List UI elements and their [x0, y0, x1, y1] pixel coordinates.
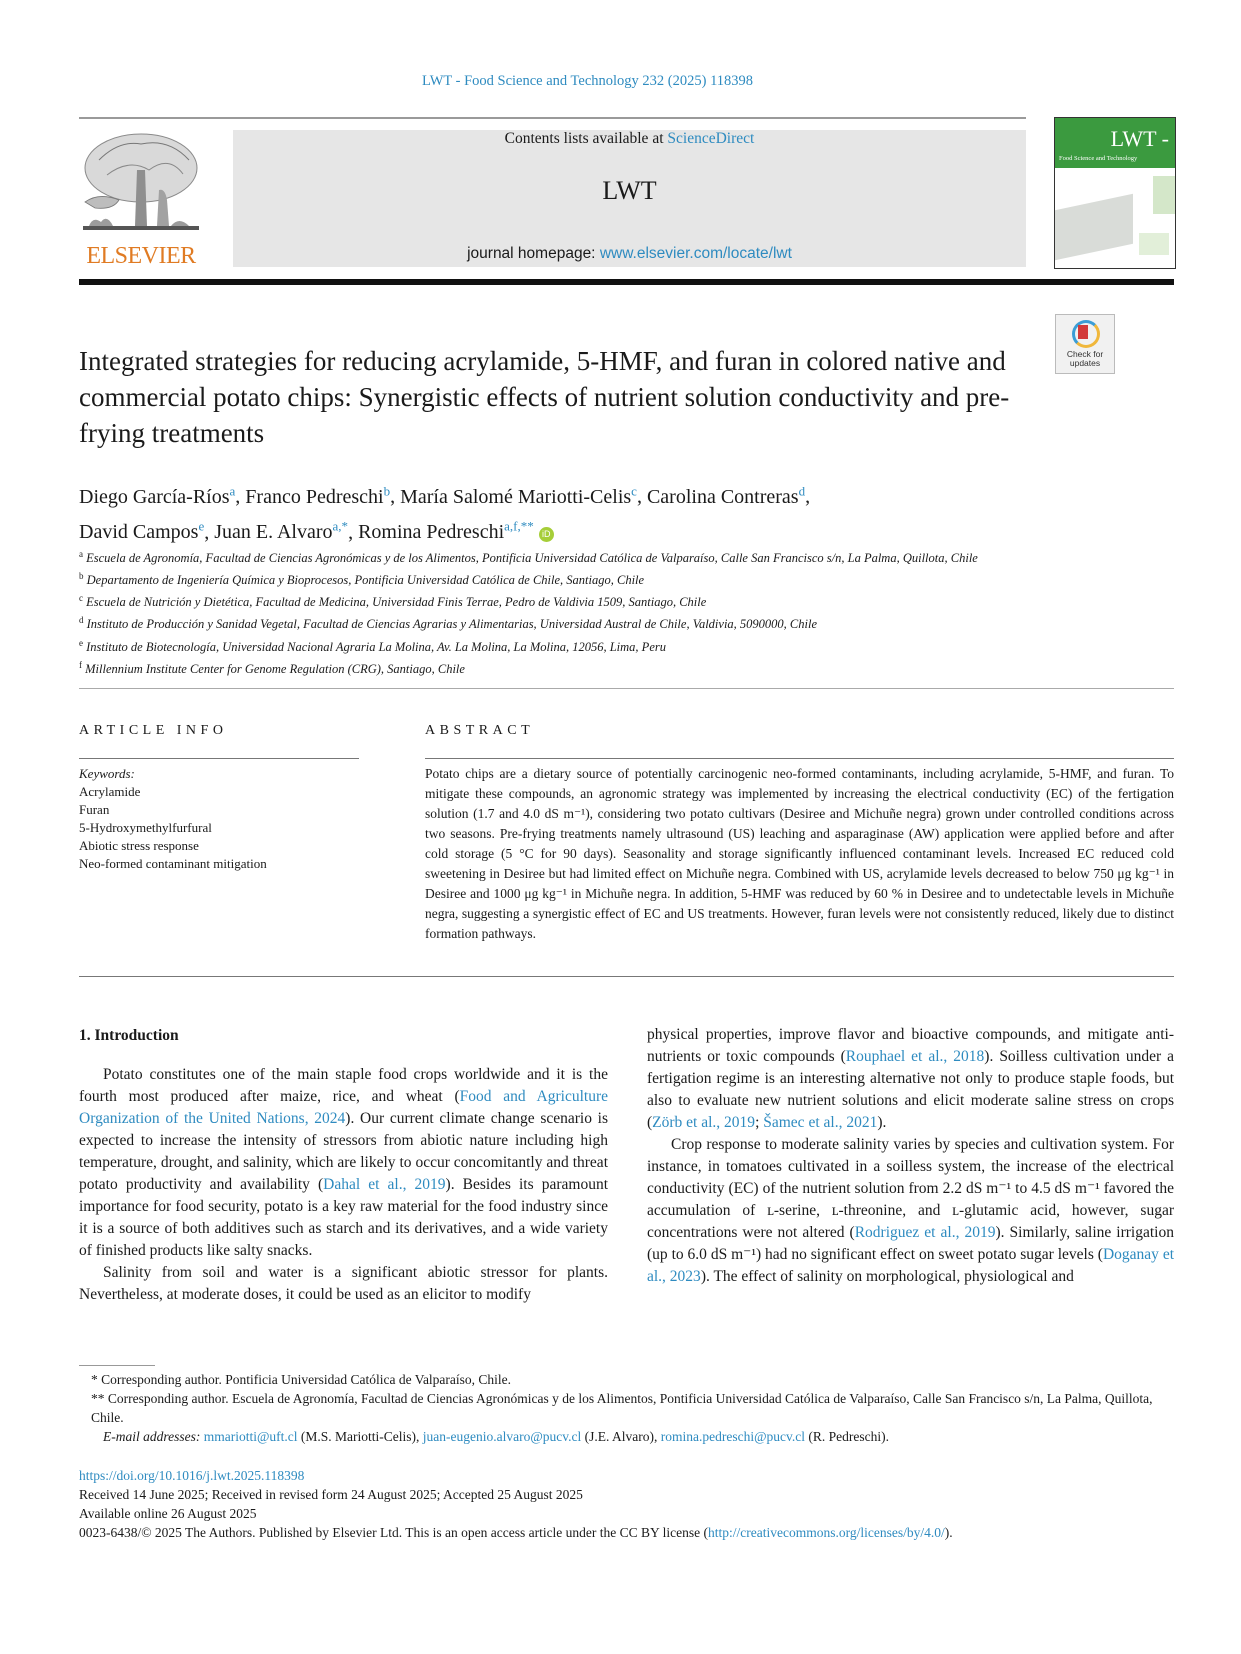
header-divider: [79, 117, 1026, 119]
orcid-icon[interactable]: iD: [539, 527, 554, 542]
affiliation: $^d$ Instituto de Producción y Sanidad Vegetal, Facultad de Ciencias Agrarias y Alimentarias, Universidad Austral de Chile, Valdivia, 5090000, Chile: [79, 615, 817, 632]
affiliation-marker[interactable]: a,f,**: [504, 518, 534, 534]
crossmark-bookmark-icon: [1078, 325, 1088, 339]
homepage-prefix: journal homepage:: [467, 245, 600, 262]
author[interactable]: David Campos$^e$: [79, 518, 205, 544]
affiliation: $^b$ Departamento de Ingeniería Química y Bioprocesos, Pontificia Universidad Católica de Chile, Santiago, Chile: [79, 571, 645, 588]
section-divider: [79, 976, 1174, 977]
email-addresses: E-mail addresses: mmariotti@uft.cl (M.S. Mariotti-Celis), juan-eugenio.alvaro@pucv.cl (J.E. Alvaro), romina.pedreschi@pucv.cl (R. Pedreschi).: [103, 1429, 890, 1444]
affiliation: $^a$ Escuela de Agronomía, Facultad de Ciencias Agronómicas y de los Alimentos, Pontificia Universidad Católica de Valparaíso, Calle San Francisco s/n, La Palma, Quillota, Chile: [79, 549, 978, 566]
journal-homepage-line: [233, 245, 1026, 263]
introduction-heading: 1. Introduction: [79, 1027, 179, 1044]
contents-available-line: [233, 130, 1026, 148]
paragraph: Crop response to moderate salinity varies by species and cultivation system. For instance, in tomatoes cultivated in a soilless system, the increase of the electrical conductivity (EC) of the nutrient solution from 2.2 dS m⁻¹ to 4.5 dS m⁻¹ favored the accumulation of ʟ-serine, ʟ-threonine, and ʟ-glutamic acid, however, sugar concentrations were not altered (Rodriguez et al., 2019). Similarly, saline irrigation (up to 6.0 dS m⁻¹) had no significant effect on sweet potato sugar levels (Doganay et al., 2023). The effect of salinity on morphological, physiological and: [647, 1136, 1175, 1285]
footnotes: [79, 1370, 1174, 1446]
keywords-list: [79, 765, 379, 873]
affiliation-marker[interactable]: a: [229, 483, 236, 498]
publication-info: [79, 1466, 1174, 1542]
affiliation-marker[interactable]: a,*: [332, 518, 349, 534]
doi-link[interactable]: https://doi.org/10.1016/j.lwt.2025.118398: [79, 1468, 305, 1483]
keyword: 5-Hydroxymethylfurfural: [79, 820, 212, 835]
keyword: Furan: [79, 802, 110, 817]
keyword: Acrylamide: [79, 784, 141, 799]
article-info-heading: ARTICLE INFO: [79, 723, 228, 738]
publication-history: Received 14 June 2025; Received in revised form 24 August 2025; Accepted 25 August 2025: [79, 1487, 583, 1502]
contents-prefix: Contents lists available at: [504, 130, 668, 147]
license-link[interactable]: http://creativecommons.org/licenses/by/4.0/: [708, 1525, 945, 1540]
citation-link[interactable]: Dahal et al., 2019: [323, 1176, 446, 1193]
journal-reference[interactable]: LWT - Food Science and Technology 232 (2025) 118398: [421, 73, 754, 89]
affiliation: $^f$ Millennium Institute Center for Genome Regulation (CRG), Santiago, Chile: [79, 659, 465, 676]
abstract-body: Potato chips are a dietary source of potentially carcinogenic neo-formed contaminants, including acrylamide, 5-HMF, and furan. To mitigate these compounds, an agronomic strategy was implemented by increasing the electrical conductivity (EC) of the fertigation solution (1.7 and 4.0 dS m⁻¹), considering two potato cultivars (Desiree and Michuñe negra) grown under controlled conditions across two seasons. Pre-frying treatments namely ultrasound (US) leaching and asparaginase (AW) application were applied before and after cold storage (5 °C for 90 days). Seasonality and storage significantly influenced contaminant levels. Increased EC reduced cold sweetening in Desiree but had limited effect on Michuñe negra. Combined with US, acrylamide levels decreased to below 750 μg kg⁻¹ in Desiree and 1000 μg kg⁻¹ in Michuñe negra. In addition, 5-HMF was reduced by 60 % in Desiree and to undetectable levels in Michuñe negra, suggesting a synergistic effect of EC and US treatments. However, furan levels were not consistently reduced, likely due to distinct formation pathways.: [425, 766, 1174, 941]
citation-link[interactable]: Rouphael et al., 2018: [845, 1048, 985, 1065]
sciencedirect-link[interactable]: ScienceDirect: [667, 130, 755, 147]
cover-title: LWT -: [1110, 126, 1169, 151]
email-link[interactable]: mmariotti@uft.cl: [203, 1429, 298, 1444]
abstract-heading: ABSTRACT: [425, 723, 535, 738]
author[interactable]: Diego García-Ríos$^a$: [79, 483, 236, 508]
author[interactable]: Romina Pedreschi$^{a,f,**}$: [358, 518, 534, 544]
article-title: Integrated strategies for reducing acrylamide, 5-HMF, and furan in colored native and commercial potato chips: Synergistic effects of nutrient solution conductivity and pre-frying treatments: [79, 346, 1010, 448]
elsevier-logo[interactable]: [79, 130, 203, 270]
header-thick-divider: [79, 279, 1174, 285]
body-column-right: [647, 1024, 1174, 1288]
paragraph: physical properties, improve flavor and bioactive compounds, and mitigate anti-nutrients or toxic compounds (Rouphael et al., 2018). Soilless cultivation under a fertigation regime is an interesting alternative not only to produce staple foods, but also to evaluate new nutrient solutions and elicit moderate saline stress on crops (Zörb et al., 2019; Šamec et al., 2021).: [647, 1026, 1174, 1131]
affiliation-marker[interactable]: b: [383, 483, 391, 498]
author[interactable]: Franco Pedreschi$^b$: [245, 483, 391, 508]
body-column-left: [79, 1064, 608, 1306]
affiliation-marker[interactable]: d: [798, 483, 806, 498]
affiliation-marker[interactable]: e: [198, 518, 205, 534]
elsevier-wordmark: ELSEVIER: [86, 243, 196, 269]
affiliation-marker[interactable]: c: [631, 483, 637, 498]
affiliation: $^c$ Escuela de Nutrición y Dietética, Facultad de Medicina, Universidad Finis Terrae, Pedro de Valdivia 1509, Santiago, Chile: [79, 593, 707, 610]
citation-link[interactable]: Doganay et al., 2023: [647, 1246, 1175, 1285]
keyword: Neo-formed contaminant mitigation: [79, 856, 267, 871]
journal-masthead: [233, 130, 1026, 267]
keywords-label: Keywords:: [79, 766, 135, 781]
author[interactable]: Carolina Contreras$^d$: [646, 483, 806, 508]
journal-cover-image[interactable]: [1054, 117, 1176, 269]
affiliation-list: [79, 545, 1079, 678]
author-list: Diego García-Ríos$^a$, Franco Pedreschi$^b$, María Salomé Mariotti-Celis$^c$, Carolina Contreras$^d$, David Campos$^e$, Juan E. Alvaro$^{a,*}$, Romina Pedreschi$^{a,f,**}$ iD: [79, 483, 811, 544]
citation-link[interactable]: Šamec et al., 2021: [763, 1114, 878, 1131]
affiliation: $^e$ Instituto de Biotecnología, Universidad Nacional Agraria La Molina, Av. La Molina, La Molina, 12056, Lima, Peru: [79, 637, 666, 654]
available-online-date: Available online 26 August 2025: [79, 1506, 257, 1521]
keyword: Abiotic stress response: [79, 838, 199, 853]
section-divider: [79, 688, 1174, 689]
footnote-corresponding-2: ** Corresponding author. Escuela de Agronomía, Facultad de Ciencias Agronómicas y de los Alimentos, Pontificia Universidad Católica de Valparaíso, Calle San Francisco s/n, La Palma, Quillota, Chile.: [91, 1391, 1153, 1425]
abstract-divider: [425, 758, 1174, 759]
cover-title-band: [1055, 118, 1175, 168]
check-for-updates-button[interactable]: [1055, 314, 1115, 374]
cover-subtitle: Food Science and Technology: [1059, 155, 1138, 162]
paragraph: Potato constitutes one of the main staple food crops worldwide and it is the fourth most produced after maize, rice, and wheat (Food and Agriculture Organization of the United Nations, 2024). Our current climate change scenario is expected to increase the intensity of stressors from abiotic nature including high temperature, drought, and salinity, which are likely to occur concomitantly and threat potato productivity and availability (Dahal et al., 2019). Besides its paramount importance for food security, potato is a key raw material for the food industry since it is a source of both additives such as starch and its derivatives, and a wide variety of finished products like salty snacks.: [79, 1066, 609, 1259]
cover-decoration: [1153, 176, 1175, 214]
crossmark-label-line2: updates: [1069, 358, 1101, 368]
footnote-divider: [79, 1365, 155, 1366]
email-link[interactable]: romina.pedreschi@pucv.cl: [660, 1429, 806, 1444]
crossmark-label: [1056, 350, 1114, 368]
citation-link[interactable]: Zörb et al., 2019: [652, 1114, 756, 1131]
paragraph: Salinity from soil and water is a significant abiotic stressor for plants. Nevertheless, at moderate doses, it could be used as an elicitor to modify: [79, 1264, 608, 1303]
author[interactable]: María Salomé Mariotti-Celis$^c$: [400, 483, 637, 508]
citation-link[interactable]: Rodriguez et al., 2019: [854, 1224, 996, 1241]
cover-photo: [1055, 194, 1133, 261]
cover-decoration: [1139, 233, 1169, 255]
article-info-divider: [79, 758, 359, 759]
copyright-license: 0023-6438/© 2025 The Authors. Published by Elsevier Ltd. This is an open access article under the CC BY license (http://creativecommons.org/licenses/by/4.0/).: [79, 1525, 953, 1540]
elsevier-tree-icon: [79, 130, 203, 238]
citation-link[interactable]: Food and Agriculture Organization of the United Nations, 2024: [79, 1088, 608, 1127]
journal-homepage-link[interactable]: www.elsevier.com/locate/lwt: [599, 245, 792, 262]
crossmark-label-line1: Check for: [1066, 349, 1104, 359]
journal-name: LWT: [602, 176, 657, 205]
email-link[interactable]: juan-eugenio.alvaro@pucv.cl: [422, 1429, 582, 1444]
author[interactable]: Juan E. Alvaro$^{a,*}$: [214, 518, 349, 544]
footnote-corresponding-1: * Corresponding author. Pontificia Universidad Católica de Valparaíso, Chile.: [91, 1372, 512, 1387]
